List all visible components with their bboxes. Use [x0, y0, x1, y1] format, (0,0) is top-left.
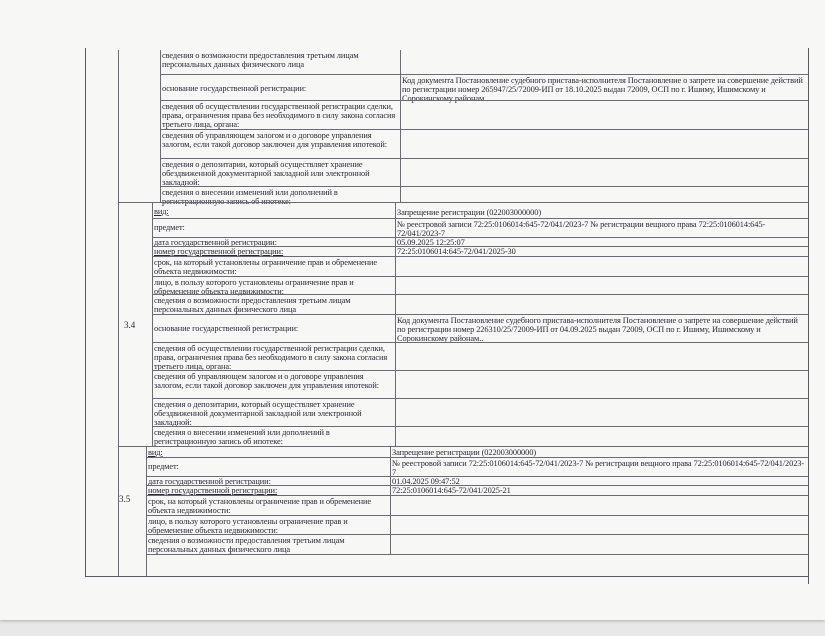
table-row: предмет: № реестровой записи 72:25:0106014:645-72/041/2023-7 № регистрации вещного права 72:25:0106014:645-72/041/2023-7 — [152, 218, 808, 238]
table-row: сведения о депозитарии, который осуществляет хранение обездвиженной документарной закладной или электронной закладной: — [160, 158, 808, 187]
table-row: сведения о депозитарии, который осуществляет хранение обездвиженной документарной закладной или электронной закладной: — [152, 398, 808, 427]
table-row: сведения о внесении изменений или дополнений в регистрационную запись об ипотеке: — [160, 186, 808, 203]
table-row: вид: Запрещение регистрации (022003000000) — [148, 448, 537, 457]
table-row: дата государственной регистрации: 05.09.2025 12:25:07 — [152, 237, 808, 247]
frame-right — [808, 48, 809, 584]
section-number-3-4: 3.4 — [124, 320, 136, 330]
table-row: сведения об управляющем залогом и о договоре управления залогом, если такой договор заключен для управления ипотекой: — [152, 370, 808, 399]
table-row: лицо, в пользу которого установлены ограничение прав и обременение объекта недвижимости: — [146, 515, 808, 535]
table-row: сведения о внесении изменений или дополнений в регистрационную запись об ипотеке: — [152, 426, 808, 447]
section-border — [118, 446, 808, 447]
table-row: лицо, в пользу которого установлены ограничение прав и обременение объекта недвижимости: — [152, 276, 808, 295]
table-bottom-border — [146, 554, 808, 555]
table-row: сведения об управляющем залогом и о договоре управления залогом, если такой договор заключен для управления ипотекой: — [160, 129, 808, 159]
frame-left — [85, 48, 86, 576]
table-row: предмет: № реестровой записи 72:25:0106014:645-72/041/2023-7 № регистрации вещного права 72:25:0106014:645-72/041/2023-7 — [146, 457, 808, 477]
frame-bottom — [85, 576, 809, 577]
table-row: вид: Запрещение регистрации (022003000000) — [154, 207, 542, 217]
table-row: номер государственной регистрации: 72:25:0106014:645-72/041/2025-21 — [146, 485, 808, 496]
table-row: номер государственной регистрации: 72:25:0106014:645-72/041/2025-30 — [152, 246, 808, 257]
table-row: срок, на который установлены ограничение прав и обременение объекта недвижимости: — [146, 495, 808, 516]
table-row: основание государственной регистрации: Код документа Постановление судебного пристава-исполнителя Постановление о запрете на совершение действий по регистрации номер 226310/25/72009-ИП от 04.09.2025 выдан 72009, ОСП по г. Ишиму, Ишимскому и Сорокинскому районам.. — [152, 314, 808, 343]
section-border — [118, 202, 808, 203]
table-row: сведения о возможности предоставления третьим лицам персональных данных физического лица — [162, 51, 359, 70]
table-row: дата государственной регистрации: 01.04.2025 09:47:52 — [146, 476, 808, 486]
table-row: сведения об осуществлении государственной регистрации сделки, права, ограничения права без необходимого в силу закона согласия третьего лица, органа: — [160, 100, 808, 130]
table-row: основание государственной регистрации: Код документа Постановление судебного пристава-исполнителя Постановление о запрете на совершение действий по регистрации номер 265947/25/72009-ИП от 18.10.2025 выдан 72009, ОСП по г. Ишиму, Ишимскому и Сорокинскому районам.. — [160, 74, 808, 101]
table-row: срок, на который установлены ограничение прав и обременение объекта недвижимости: — [152, 256, 808, 277]
section-number-3-5: 3.5 — [119, 494, 131, 504]
table-row: сведения о возможности предоставления третьим лицам персональных данных физического лица — [152, 294, 808, 315]
table-row: сведения о возможности предоставления третьим лицам персональных данных физического лица — [146, 534, 808, 555]
table-row: сведения об осуществлении государственной регистрации сделки, права, ограничения права без необходимого в силу закона согласия третьего лица, органа: — [152, 342, 808, 371]
